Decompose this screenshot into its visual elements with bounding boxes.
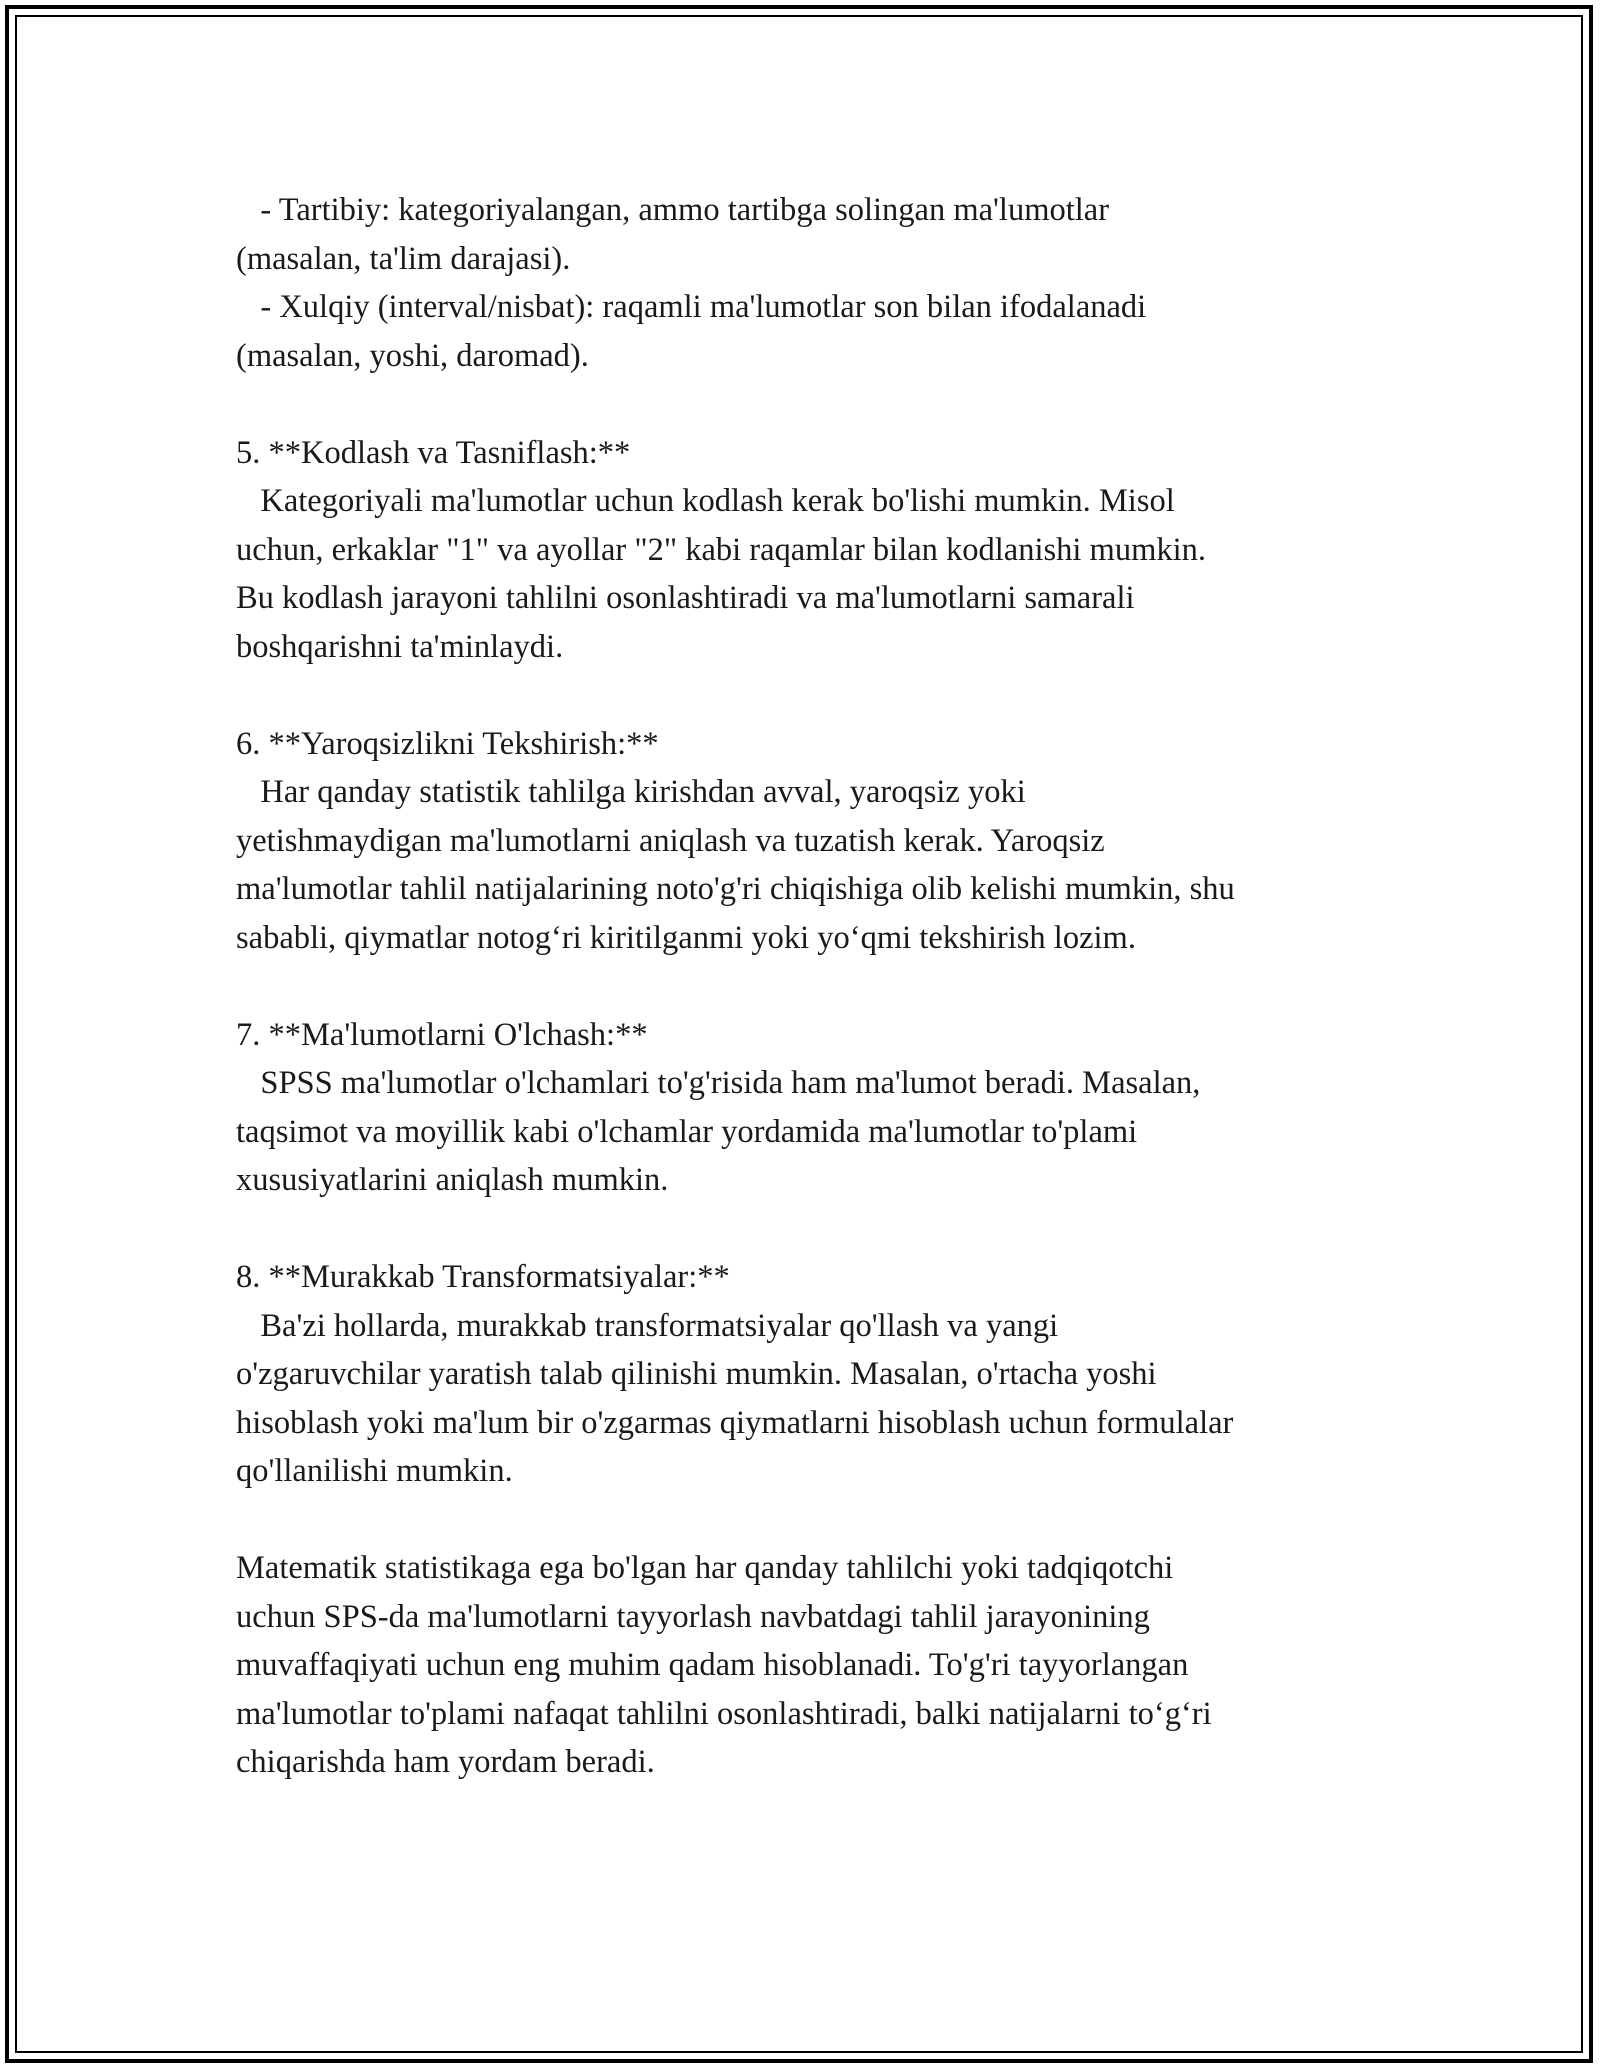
text-line: SPSS ma'lumotlar o'lchamlari to'g'risida ham ma'lumot beradi. Masalan, bbox=[236, 1065, 1201, 1101]
document-body bbox=[236, 186, 1416, 1787]
paragraph-spacer bbox=[236, 380, 1416, 429]
section-heading: 5. **Kodlash va Tasniflash:** bbox=[236, 434, 631, 471]
text-line: muvaffaqiyati uchun eng muhim qadam hisoblanadi. To'g'ri tayyorlangan bbox=[236, 1647, 1189, 1683]
text-line: boshqarishni ta'minlaydi. bbox=[236, 628, 564, 665]
text-line: o'zgaruvchilar yaratish talab qilinishi mumkin. Masalan, o'rtacha yoshi bbox=[236, 1356, 1157, 1392]
text-line: hisoblash yoki ma'lum bir o'zgarmas qiymatlarni hisoblash uchun formulalar bbox=[236, 1404, 1234, 1441]
paragraph-spacer bbox=[236, 962, 1416, 1011]
text-line: sababli, qiymatlar notog‘ri kiritilganmi yoki yo‘qmi tekshirish lozim. bbox=[236, 919, 1136, 956]
text-line: chiqarishda ham yordam beradi. bbox=[236, 1744, 655, 1780]
section-8-transformations bbox=[236, 1253, 1416, 1496]
text-line: Matematik statistikaga ega bo'lgan har qanday tahlilchi yoki tadqiqotchi bbox=[236, 1550, 1174, 1586]
text-line: - Tartibiy: kategoriyalangan, ammo tartibga solingan ma'lumotlar bbox=[236, 192, 1110, 228]
section-heading: 6. **Yaroqsizlikni Tekshirish:** bbox=[236, 725, 659, 762]
text-line: qo'llanilishi mumkin. bbox=[236, 1453, 513, 1489]
paragraph-spacer bbox=[236, 1496, 1416, 1545]
text-line: ma'lumotlar tahlil natijalarining noto'g'ri chiqishiga olib kelishi mumkin, shu bbox=[236, 871, 1235, 907]
text-line: Har qanday statistik tahlilga kirishdan avval, yaroqsiz yoki bbox=[236, 774, 1026, 810]
paragraph-spacer bbox=[236, 1205, 1416, 1254]
section-heading: 7. **Ma'lumotlarni O'lchash:** bbox=[236, 1016, 648, 1053]
text-line: - Xulqiy (interval/nisbat): raqamli ma'lumotlar son bilan ifodalanadi bbox=[236, 289, 1147, 325]
text-line: xususiyatlarini aniqlash mumkin. bbox=[236, 1162, 669, 1198]
text-line: uchun, erkaklar "1" va ayollar "2" kabi raqamlar bilan kodlanishi mumkin. bbox=[236, 531, 1207, 568]
section-7-measurement bbox=[236, 1011, 1416, 1205]
text-line: Bu kodlash jarayoni tahlilni osonlashtiradi va ma'lumotlarni samarali bbox=[236, 580, 1135, 616]
text-line: uchun SPS-da ma'lumotlarni tayyorlash navbatdagi tahlil jarayonining bbox=[236, 1598, 1150, 1635]
text-line: Ba'zi hollarda, murakkab transformatsiyalar qo'llash va yangi bbox=[236, 1307, 1059, 1344]
paragraph-spacer bbox=[236, 671, 1416, 720]
section-5-coding bbox=[236, 429, 1416, 672]
text-line: taqsimot va moyillik kabi o'lchamlar yordamida ma'lumotlar to'plami bbox=[236, 1113, 1138, 1150]
text-line: ma'lumotlar to'plami nafaqat tahlilni osonlashtiradi, balki natijalarni to‘g‘ri bbox=[236, 1695, 1212, 1732]
text-line: Kategoriyali ma'lumotlar uchun kodlash kerak bo'lishi mumkin. Misol bbox=[236, 483, 1175, 519]
text-line: (masalan, ta'lim darajasi). bbox=[236, 240, 571, 277]
text-line: (masalan, yoshi, daromad). bbox=[236, 337, 589, 374]
paragraph-measurement-types bbox=[236, 186, 1416, 380]
section-6-validation bbox=[236, 720, 1416, 963]
paragraph-conclusion bbox=[236, 1544, 1416, 1787]
section-heading: 8. **Murakkab Transformatsiyalar:** bbox=[236, 1259, 730, 1295]
text-line: yetishmaydigan ma'lumotlarni aniqlash va tuzatish kerak. Yaroqsiz bbox=[236, 822, 1105, 859]
